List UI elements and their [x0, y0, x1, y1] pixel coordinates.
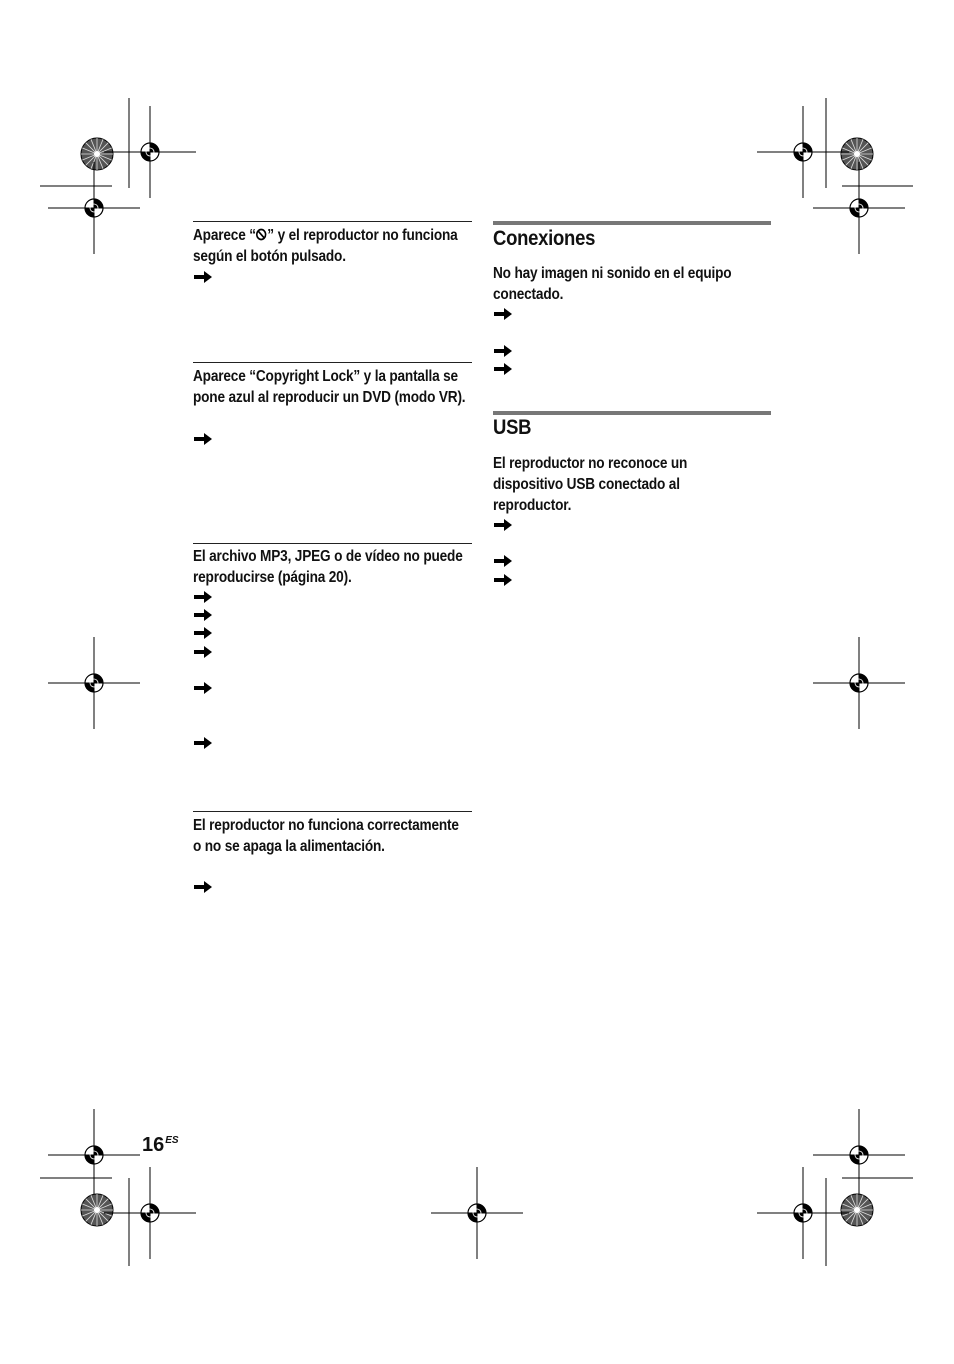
- crosshair-registration-icon: [757, 106, 849, 198]
- crosshair-registration-icon: [104, 1167, 196, 1259]
- section-divider-thick: [493, 221, 771, 225]
- section-divider: [193, 811, 472, 812]
- question-text: ” y el reproductor no funciona según el botón pulsado.: [193, 227, 458, 265]
- question-heading: El archivo MP3, JPEG o de vídeo no puede reproducirse (página 20).: [193, 548, 463, 586]
- crosshair-registration-icon: [813, 1109, 905, 1201]
- registration-star-icon: [841, 138, 873, 170]
- section-divider: [193, 221, 472, 222]
- crosshair-registration-icon: [104, 106, 196, 198]
- section-divider: [193, 362, 472, 363]
- crosshair-registration-icon: [48, 637, 140, 729]
- crosshair-registration-icon: [813, 162, 905, 254]
- crosshair-registration-icon: [48, 162, 140, 254]
- page-language-suffix: ES: [165, 1135, 179, 1147]
- right-arrow-icon: [193, 880, 213, 894]
- section-divider: [193, 543, 472, 544]
- right-arrow-icon: [493, 344, 513, 358]
- question-heading: No hay imagen ni sonido en el equipo conectado.: [493, 265, 732, 303]
- section-heading-usb: USB: [493, 416, 532, 439]
- crosshair-registration-icon: [431, 1167, 523, 1259]
- question-text: Aparece “: [193, 227, 256, 244]
- question-heading: Aparece “Copyright Lock” y la pantalla se pone azul al reproducir un DVD (modo VR).: [193, 368, 466, 406]
- right-arrow-icon: [193, 270, 213, 284]
- right-arrow-icon: [193, 626, 213, 640]
- right-arrow-icon: [493, 362, 513, 376]
- registration-star-icon: [841, 1194, 873, 1226]
- right-arrow-icon: [493, 573, 513, 587]
- right-arrow-icon: [193, 608, 213, 622]
- right-arrow-icon: [193, 590, 213, 604]
- section-heading-conexiones: Conexiones: [493, 227, 596, 250]
- crosshair-registration-icon: [813, 637, 905, 729]
- page-number: [142, 1134, 179, 1157]
- crosshair-registration-icon: [757, 1167, 849, 1259]
- registration-star-icon: [81, 1194, 113, 1226]
- question-heading: [193, 225, 468, 267]
- prohibited-icon: [256, 228, 267, 241]
- right-arrow-icon: [193, 736, 213, 750]
- right-arrow-icon: [193, 432, 213, 446]
- right-arrow-icon: [493, 518, 513, 532]
- right-arrow-icon: [493, 307, 513, 321]
- page-number-value: 16: [142, 1134, 165, 1156]
- question-heading: El reproductor no reconoce un dispositivo USB conectado al reproductor.: [493, 455, 688, 514]
- registration-star-icon: [81, 138, 113, 170]
- section-divider-thick: [493, 411, 771, 415]
- question-heading: El reproductor no funciona correctamente o no se apaga la alimentación.: [193, 817, 459, 855]
- right-arrow-icon: [493, 554, 513, 568]
- crosshair-registration-icon: [48, 1109, 140, 1201]
- right-arrow-icon: [193, 681, 213, 695]
- right-arrow-icon: [193, 645, 213, 659]
